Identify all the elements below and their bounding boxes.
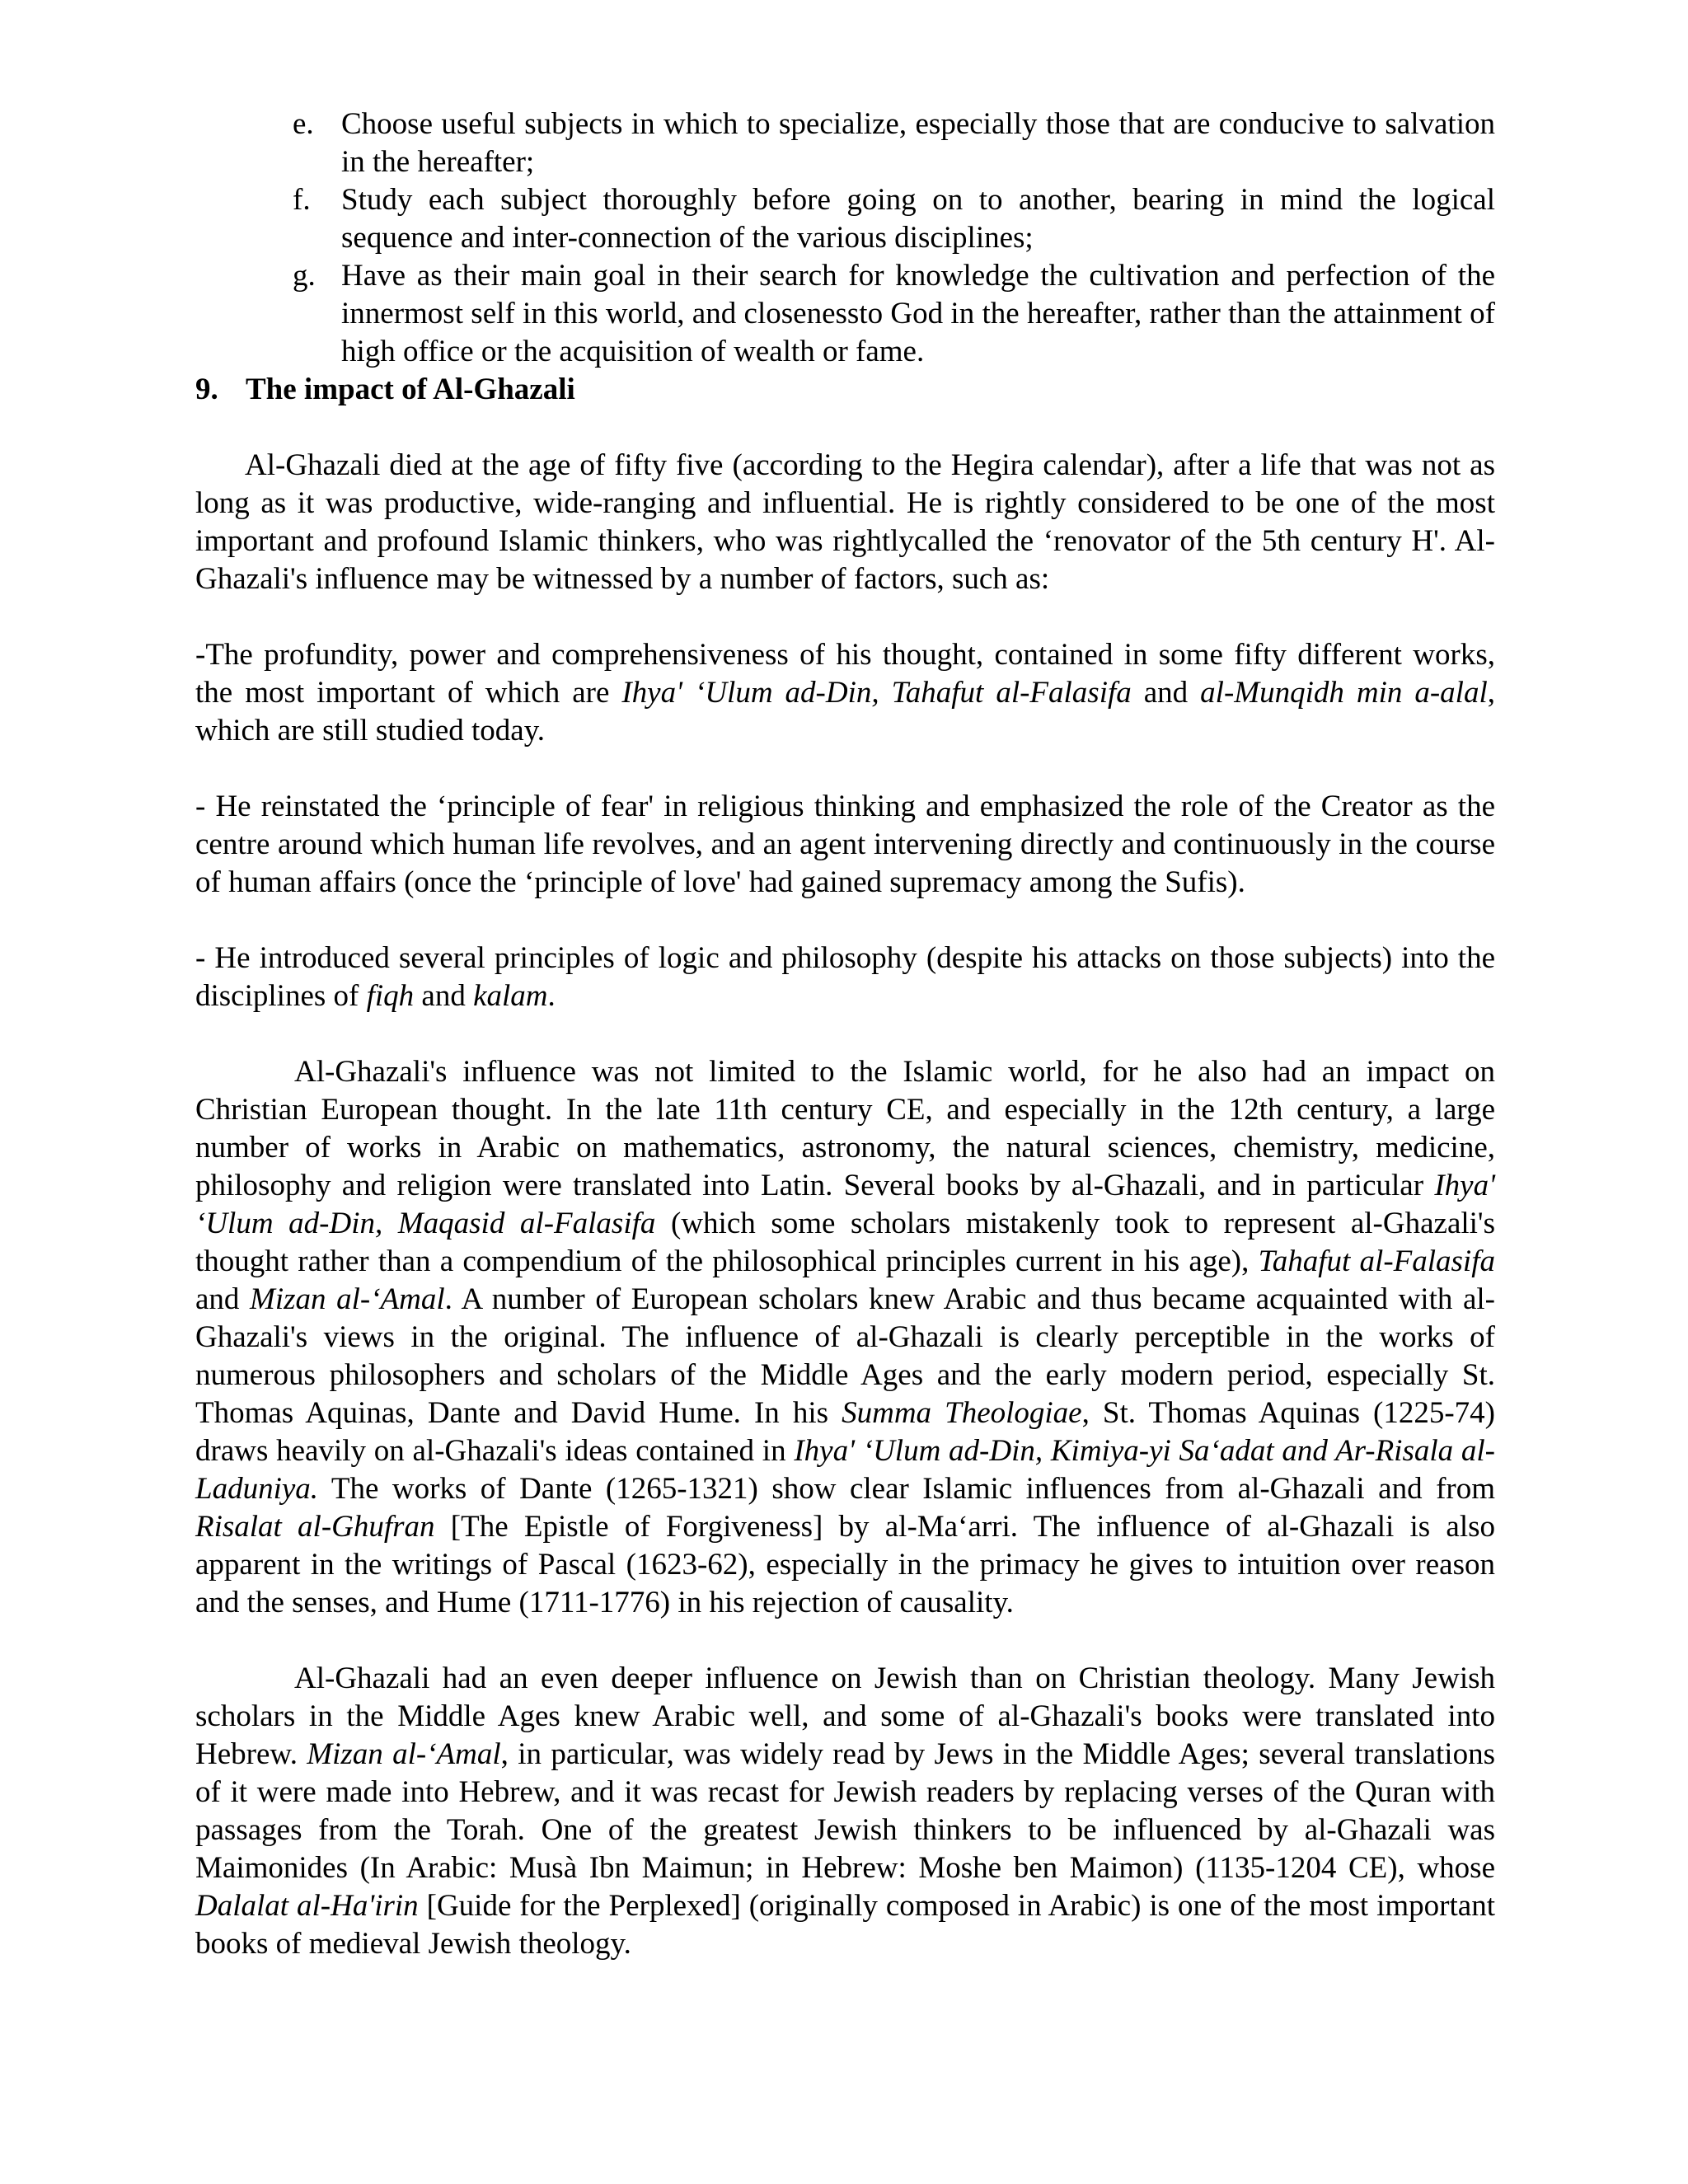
- list-text: Have as their main goal in their search for knowledge the cultivation and perfection of the innermost self in this world, and closenessto God in the hereafter, rather than the attainment of high office or the acquisition of wealth or fame.: [341, 259, 1495, 368]
- list-label: g.: [293, 259, 316, 293]
- paragraph-death-and-legacy: Al-Ghazali died at the age of fifty five (according to the Hegira calendar), after a life that was not as long as it was productive, wide-ranging and influential. He is rightly considered to be one of the most important and profound Islamic thinkers, who was rightlycalled the ‘renovator of the 5th century H'. Al-Ghazali's influence may be witnessed by a number of factors, such as:: [195, 448, 1495, 596]
- section-number: 9.: [195, 373, 218, 406]
- list-item: [195, 105, 1495, 181]
- list-label: f.: [293, 183, 311, 217]
- paragraph-principle-of-fear: - He reinstated the ‘principle of fear' in religious thinking and emphasized the role of the Creator as the centre around which human life revolves, and an agent intervening directly and continuously in the course of human affairs (once the ‘principle of love' had gained supremacy among the Sufis).: [195, 790, 1495, 899]
- section-title: The impact of Al-Ghazali: [246, 373, 575, 406]
- list-text: Study each subject thoroughly before going on to another, bearing in mind the logical sequence and inter-connection of the various disciplines;: [341, 183, 1495, 255]
- list-item: [195, 181, 1495, 257]
- paragraph-profundity: -The profundity, power and comprehensiveness of his thought, contained in some fifty different works, the most important of which are Ihya' ‘Ulum ad-Din, Tahafut al-Falasifa and al-Munqidh min a-alal, which are still studied today.: [195, 638, 1495, 748]
- paragraph-jewish-influence: Al-Ghazali had an even deeper influence on Jewish than on Christian theology. Many Jewish scholars in the Middle Ages knew Arabic well, and some of al-Ghazali's books were translated into Hebrew. Mizan al-‘Amal, in particular, was widely read by Jews in the Middle Ages; several translations of it were made into Hebrew, and it was recast for Jewish readers by replacing verses of the Quran with passages from the Torah. One of the greatest Jewish thinkers to be influenced by al-Ghazali was Maimonides (In Arabic: Musà Ibn Maimun; in Hebrew: Moshe ben Maimon) (1135-1204 CE), whose Dalalat al-Ha'irin [Guide for the Perplexed] (originally composed in Arabic) is one of the most important books of medieval Jewish theology.: [195, 1661, 1495, 1961]
- list-text: Choose useful subjects in which to specialize, especially those that are conducive to salvation in the hereafter;: [341, 107, 1495, 179]
- paragraph-christian-influence: Al-Ghazali's influence was not limited to the Islamic world, for he also had an impact on Christian European thought. In the late 11th century CE, and especially in the 12th century, a large number of works in Arabic on mathematics, astronomy, the natural sciences, chemistry, medicine, philosophy and religion were translated into Latin. Several books by al-Ghazali, and in particular Ihya' ‘Ulum ad-Din, Maqasid al-Falasifa (which some scholars mistakenly took to represent al-Ghazali's thought rather than a compendium of the philosophical principles current in his age), Tahafut al-Falasifa and Mizan al-‘Amal. A number of European scholars knew Arabic and thus became acquainted with al-Ghazali's views in the original. The influence of al-Ghazali is clearly perceptible in the works of numerous philosophers and scholars of the Middle Ages and the early modern period, especially St. Thomas Aquinas, Dante and David Hume. In his Summa Theologiae, St. Thomas Aquinas (1225-74) draws heavily on al-Ghazali's ideas contained in Ihya' ‘Ulum ad-Din, Kimiya-yi Sa‘adat and Ar-Risala al-Laduniya. The works of Dante (1265-1321) show clear Islamic influences from al-Ghazali and from Risalat al-Ghufran [The Epistle of Forgiveness] by al-Ma‘arri. The influence of al-Ghazali is also apparent in the writings of Pascal (1623-62), especially in the primacy he gives to intuition over reason and the senses, and Hume (1711-1776) in his rejection of causality.: [195, 1055, 1495, 1619]
- paragraph-logic-philosophy: - He introduced several principles of logic and philosophy (despite his attacks on those subjects) into the disciplines of fiqh and kalam.: [195, 941, 1495, 1013]
- section-heading: [195, 371, 1495, 409]
- advice-list: [195, 105, 1495, 371]
- list-label: e.: [293, 107, 314, 141]
- list-item: [195, 257, 1495, 371]
